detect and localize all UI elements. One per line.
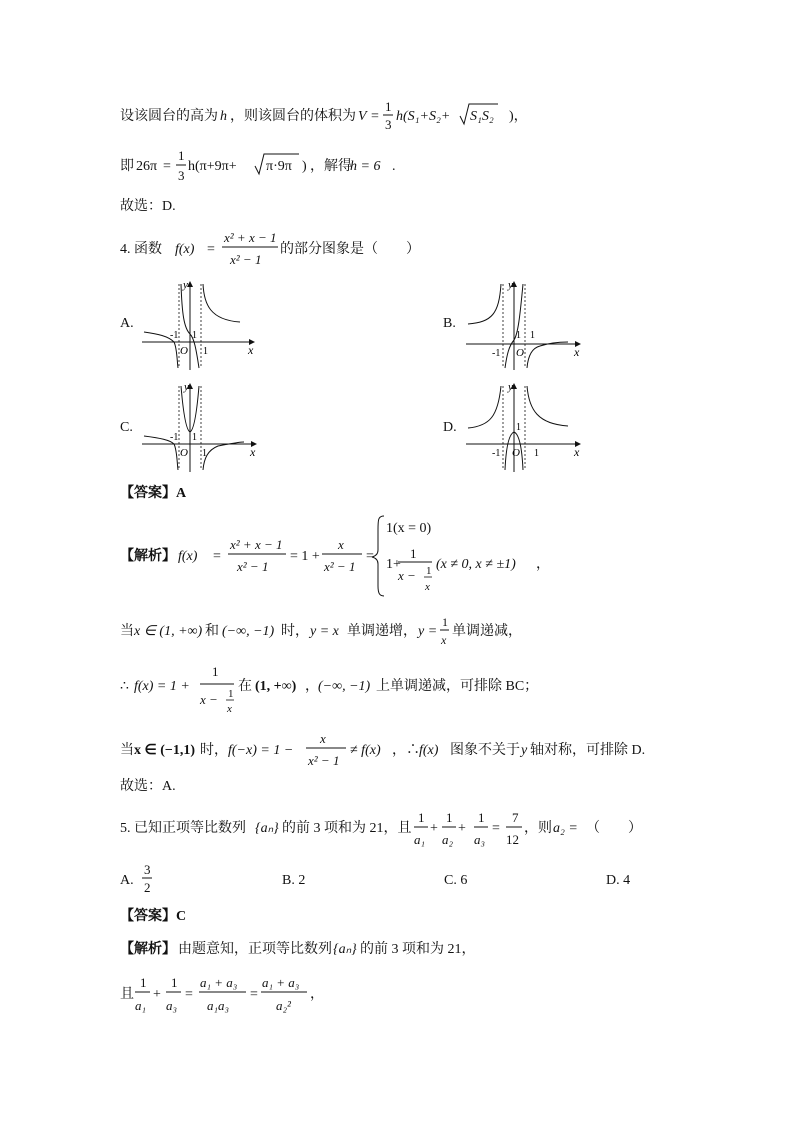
l7-y: y bbox=[521, 743, 528, 758]
l5-t2: 单调递增， bbox=[347, 624, 417, 639]
q5-tail: ，则 bbox=[524, 821, 552, 836]
q5-options bbox=[0, 858, 794, 898]
analysis-5 bbox=[0, 933, 794, 967]
last-eq1: = bbox=[185, 987, 193, 1002]
l7-pre: 当 bbox=[120, 743, 134, 758]
sum-reciprocal-line bbox=[0, 970, 794, 1020]
l7-t3: 图象不关于 bbox=[450, 743, 520, 758]
l5-y2: y = bbox=[418, 624, 438, 639]
graphB-y: y bbox=[508, 279, 513, 291]
q5-f2n: 1 bbox=[446, 810, 453, 825]
line1-V: V bbox=[358, 109, 367, 124]
last-d1: a₁ bbox=[135, 998, 147, 1013]
q5-f1d: a₁ bbox=[414, 832, 426, 847]
line1-frac-den: 3 bbox=[385, 117, 392, 132]
q5-pre: 5. 已知正项等比数列 bbox=[120, 821, 246, 836]
graphD-1y: 1 bbox=[516, 422, 521, 433]
last-pre: 且 bbox=[120, 987, 134, 1002]
graphC-1x: 1 bbox=[202, 448, 207, 459]
last-d2: a₃ bbox=[166, 998, 178, 1013]
l5-pre: 当 bbox=[120, 624, 134, 639]
l6-fdd: x bbox=[227, 703, 232, 714]
graphA-1x: 1 bbox=[203, 346, 208, 357]
q5-f3n: 1 bbox=[478, 810, 485, 825]
q5-rd: 12 bbox=[506, 832, 519, 847]
analysis-4 bbox=[0, 510, 794, 600]
last-n4: a₁ + a₃ bbox=[262, 975, 300, 990]
l6-f: f(x) = 1 + bbox=[134, 679, 190, 694]
q5-a2: a₂ = bbox=[553, 821, 578, 836]
l5-t3: 单调递减， bbox=[452, 624, 522, 639]
l6-pre: ∴ bbox=[120, 679, 129, 694]
l5-t1: 时， bbox=[281, 624, 309, 639]
l5-x: x ∈ (1, +∞) bbox=[134, 624, 203, 639]
l5-fd: x bbox=[441, 633, 447, 647]
q5-rn: 7 bbox=[512, 810, 519, 825]
l7-t2: ，∴ bbox=[392, 743, 420, 758]
line2-eq: = bbox=[163, 159, 171, 174]
jx5-label: 【解析】 bbox=[120, 942, 176, 957]
jx5-text1: 由题意知，正项等比数列 bbox=[178, 942, 332, 957]
height-equation-line bbox=[0, 143, 794, 187]
q4-den: x² − 1 bbox=[230, 252, 262, 267]
l5-int: (−∞, −1) bbox=[222, 624, 275, 639]
q5-optA-num: 3 bbox=[144, 862, 151, 877]
l6-fd1: x − bbox=[200, 692, 218, 707]
graphA-y: y bbox=[183, 279, 188, 291]
l5-and: 和 bbox=[205, 624, 219, 639]
jx4-plus: = 1 + bbox=[290, 549, 320, 564]
q5-optA[interactable]: A. bbox=[120, 873, 134, 888]
l7-x: x ∈ (−1,1) bbox=[134, 743, 195, 758]
graphD-y: y bbox=[508, 381, 513, 393]
q4-eq: = bbox=[207, 242, 215, 257]
graphB-1y: 1 bbox=[516, 330, 521, 341]
graphB-O: O bbox=[516, 347, 524, 359]
line2-frac-num: 1 bbox=[178, 148, 185, 163]
l6-fn: 1 bbox=[212, 664, 219, 679]
l7-t4: 轴对称，可排除 D. bbox=[530, 743, 646, 758]
l7-f: f(−x) = 1 − bbox=[228, 743, 294, 758]
q5-optC[interactable]: C. 6 bbox=[444, 873, 468, 888]
l5-y1: y = x bbox=[310, 624, 339, 639]
line1-tail: )， bbox=[509, 109, 528, 124]
l7-neq: ≠ f(x) bbox=[350, 743, 381, 758]
option-A-label[interactable]: A. bbox=[120, 316, 134, 331]
line1-h: h bbox=[220, 109, 227, 124]
l6-t2: 上单调递减，可排除 BC； bbox=[376, 679, 539, 694]
jx4-case2cond: (x ≠ 0, x ≠ ±1) bbox=[436, 557, 516, 572]
monotonic-line bbox=[0, 612, 794, 652]
jx4-case1: 1(x = 0) bbox=[386, 521, 432, 536]
svg-text:=: = bbox=[492, 821, 500, 836]
q5-optB[interactable]: B. 2 bbox=[282, 873, 306, 888]
line2-tail: ，解得 bbox=[310, 159, 352, 174]
l7-n: x bbox=[320, 731, 326, 746]
graphC-x: x bbox=[250, 445, 256, 459]
q5-optA-den: 2 bbox=[144, 880, 151, 895]
graph-B bbox=[462, 276, 586, 374]
q5-f1n: 1 bbox=[418, 810, 425, 825]
svg-text:+: + bbox=[430, 821, 438, 836]
jx4-case2num: 1 bbox=[410, 546, 417, 561]
last-plus: + bbox=[153, 987, 161, 1002]
question-5 bbox=[0, 805, 794, 851]
line2-pre: 即 bbox=[120, 159, 134, 174]
q5-paren: （ ） bbox=[586, 821, 642, 836]
l6-int2: (−∞, −1) bbox=[318, 679, 371, 694]
choose-A: 故选：A. bbox=[120, 779, 176, 794]
jx4-tail: ， bbox=[536, 557, 550, 572]
option-B-label[interactable]: B. bbox=[443, 316, 456, 331]
last-d4: a₂² bbox=[276, 998, 291, 1013]
graphB-1x: 1 bbox=[530, 330, 535, 341]
answer-5: 【答案】C bbox=[120, 909, 187, 924]
line2-answer: h = 6 bbox=[350, 159, 381, 174]
jx4-eq: = bbox=[213, 549, 221, 564]
symmetry-line bbox=[0, 728, 794, 772]
jx4-case2frn: 1 bbox=[426, 565, 432, 577]
graphD-neg1: -1 bbox=[492, 448, 501, 459]
q4-tail: 的部分图象是（ ） bbox=[280, 242, 420, 257]
jx4-case2den: x − bbox=[398, 568, 416, 583]
graphC-y: y bbox=[184, 381, 189, 393]
last-eq2: = bbox=[250, 987, 258, 1002]
q4-pre: 4. 函数 bbox=[120, 242, 162, 257]
last-n1: 1 bbox=[140, 975, 147, 990]
line2-dot: . bbox=[392, 159, 396, 174]
line2-lhs: 26π bbox=[136, 159, 158, 174]
jx4-case2frd: x bbox=[425, 581, 430, 593]
jx4-f: f(x) bbox=[178, 549, 198, 564]
graph-A bbox=[138, 276, 260, 374]
line1-body: h(S₁+S₂+ bbox=[396, 109, 451, 124]
graph-D bbox=[462, 378, 586, 476]
q5-seq: {aₙ} bbox=[255, 821, 279, 836]
volume-formula-line bbox=[0, 96, 794, 136]
graphD-O: O bbox=[512, 447, 520, 459]
last-n3: a₁ + a₃ bbox=[200, 975, 238, 990]
graphB-x: x bbox=[574, 345, 580, 359]
line2-frac-den: 3 bbox=[178, 168, 185, 183]
line1-pre: 设该圆台的高为 bbox=[120, 109, 218, 124]
q5-f3d: a₃ bbox=[474, 832, 486, 847]
option-D-label[interactable]: D. bbox=[443, 420, 457, 435]
jx5-seq: {aₙ} bbox=[333, 942, 357, 957]
graphC-1y: 1 bbox=[192, 432, 197, 443]
graphB-neg1: -1 bbox=[492, 348, 501, 359]
line1-frac-num: 1 bbox=[385, 99, 392, 114]
svg-text:+: + bbox=[458, 821, 466, 836]
line2-body: h(π+9π+ bbox=[188, 159, 237, 174]
line1-eq: = bbox=[371, 109, 379, 124]
q5-mid: 的前 3 项和为 21，且 bbox=[282, 821, 412, 836]
line1-mid: ，则该圆台的体积为 bbox=[230, 109, 356, 124]
jx4-num2: x bbox=[338, 537, 344, 552]
last-tail: ， bbox=[310, 987, 324, 1002]
line1-sqrt: S₁S₂ bbox=[470, 109, 494, 124]
last-n2: 1 bbox=[171, 975, 178, 990]
l7-d: x² − 1 bbox=[308, 753, 340, 768]
q5-f2d: a₂ bbox=[442, 832, 454, 847]
jx5-text2: 的前 3 项和为 21， bbox=[360, 942, 476, 957]
jx4-label: 【解析】 bbox=[120, 549, 176, 564]
q5-optD[interactable]: D. 4 bbox=[606, 873, 631, 888]
graphC-neg1: -1 bbox=[170, 432, 179, 443]
q4-num: x² + x − 1 bbox=[224, 230, 277, 245]
graphD-x: x bbox=[574, 445, 580, 459]
decrease-line bbox=[0, 654, 794, 714]
jx4-case2a: 1+ bbox=[386, 557, 401, 572]
last-d3: a₁a₃ bbox=[207, 998, 230, 1013]
q4-f: f(x) bbox=[175, 242, 195, 257]
jx4-num1: x² + x − 1 bbox=[230, 537, 283, 552]
graphC-O: O bbox=[180, 447, 188, 459]
l7-fx: f(x) bbox=[419, 743, 439, 758]
jx4-den1: x² − 1 bbox=[237, 559, 269, 574]
l6-sep: ， bbox=[305, 679, 319, 694]
graphA-O: O bbox=[180, 345, 188, 357]
answer-4: 【答案】A bbox=[120, 486, 187, 501]
l7-t1: 时， bbox=[200, 743, 228, 758]
line2-sqrt: π·9π bbox=[266, 159, 292, 174]
l5-fn: 1 bbox=[442, 615, 448, 629]
l6-int1: (1, +∞) bbox=[255, 679, 297, 694]
l6-fdn: 1 bbox=[228, 688, 234, 700]
l6-t1: 在 bbox=[238, 679, 252, 694]
graphA-x: x bbox=[248, 343, 254, 357]
graphA-1y: 1 bbox=[192, 330, 197, 341]
question-4 bbox=[0, 226, 794, 272]
line2-close: ) bbox=[302, 159, 307, 174]
graph-C bbox=[138, 378, 262, 476]
graphA-neg1: -1 bbox=[170, 330, 179, 341]
graphD-1x: 1 bbox=[534, 448, 539, 459]
choose-D: 故选：D. bbox=[120, 199, 176, 214]
option-C-label[interactable]: C. bbox=[120, 420, 133, 435]
jx4-eq2: = bbox=[366, 549, 374, 564]
jx4-den2: x² − 1 bbox=[324, 559, 356, 574]
